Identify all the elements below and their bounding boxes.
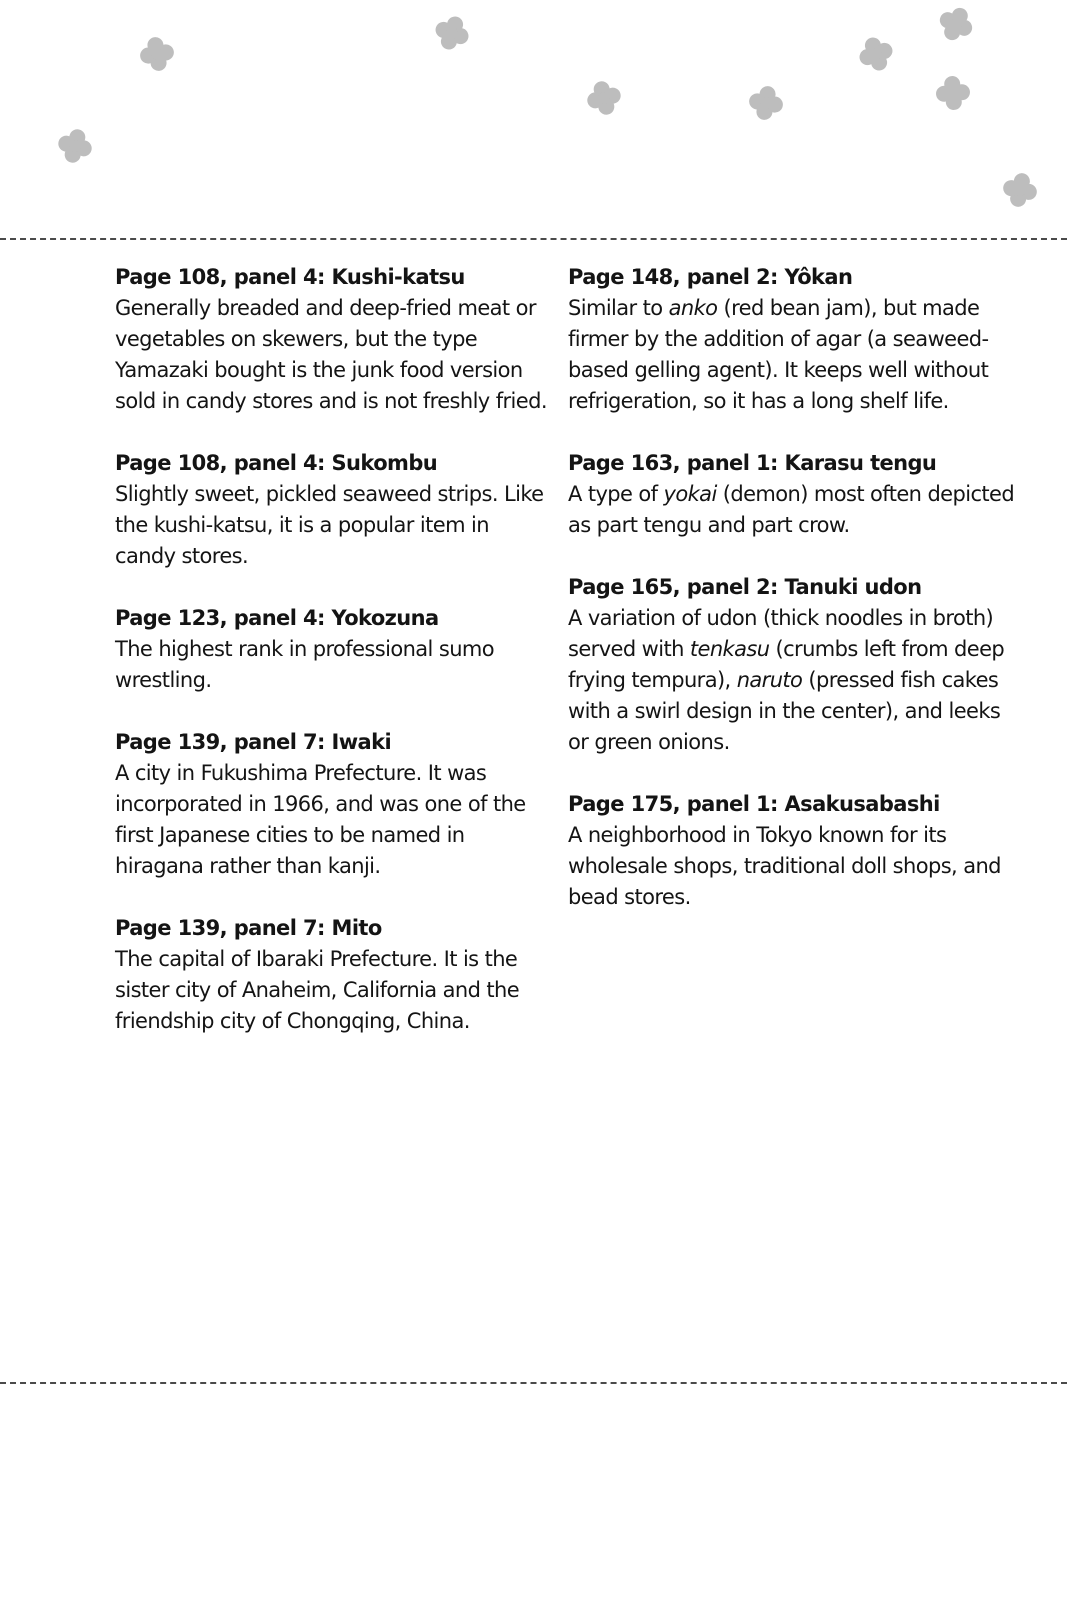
description-text: A variation of udon (thick noodles in broth) served with — [568, 606, 994, 661]
entry-title: Page 139, panel 7: Iwaki — [115, 730, 392, 754]
entry-description — [115, 479, 555, 572]
glossary-entry — [568, 448, 1018, 541]
clover-icon — [933, 1, 978, 46]
entry-title: Page 123, panel 4: Yokozuna — [115, 606, 439, 630]
glossary-entry — [115, 448, 555, 572]
top-divider — [0, 238, 1067, 240]
italic-term: yokai — [663, 482, 717, 506]
italic-term: tenkasu — [689, 637, 770, 661]
entry-description — [115, 758, 555, 882]
clover-icon — [430, 11, 474, 55]
glossary-entry — [115, 913, 555, 1037]
glossary-entry — [568, 262, 1018, 417]
description-text: The capital of Ibaraki Prefecture. It is the sister city of Anaheim, California and the friendship city of Chongqing, China. — [115, 947, 520, 1033]
clover-icon — [583, 77, 625, 119]
entry-description — [568, 293, 1018, 417]
description-text: Slightly sweet, pickled seaweed strips. Like the kushi-katsu, it is a popular item in candy stores. — [115, 482, 544, 568]
description-text: (red bean jam), but made firmer by the addition of agar (a seaweed-based gelling agent). It keeps well without refrigeration, so it has a long shelf life. — [568, 296, 989, 413]
entry-description — [115, 634, 555, 696]
clover-icon — [54, 125, 96, 167]
glossary-entry — [115, 727, 555, 882]
clover-decoration — [0, 0, 1067, 230]
description-text: (crumbs left from deep frying tempura), — [568, 637, 1005, 692]
bottom-divider — [0, 1382, 1067, 1384]
glossary-entry — [115, 262, 555, 417]
entry-description — [115, 293, 555, 417]
clover-icon — [1000, 170, 1040, 210]
description-text: (demon) most often depicted as part tengu and part crow. — [568, 482, 1015, 537]
entry-title: Page 148, panel 2: Yôkan — [568, 265, 853, 289]
entry-title: Page 163, panel 1: Karasu tengu — [568, 451, 937, 475]
description-text: Generally breaded and deep-fried meat or vegetables on skewers, but the type Yamazaki bought is the junk food version sold in candy stores and is not freshly fried. — [115, 296, 547, 413]
description-text: The highest rank in professional sumo wrestling. — [115, 637, 495, 692]
entry-title: Page 165, panel 2: Tanuki udon — [568, 575, 922, 599]
entry-description — [568, 820, 1018, 913]
glossary-entry — [115, 603, 555, 696]
description-text: A type of — [568, 482, 664, 506]
entry-title: Page 175, panel 1: Asakusabashi — [568, 792, 940, 816]
left-column — [115, 262, 555, 1068]
clover-icon — [137, 34, 176, 73]
entry-title: Page 139, panel 7: Mito — [115, 916, 382, 940]
description-text: A neighborhood in Tokyo known for its wholesale shops, traditional doll shops, and bead stores. — [568, 823, 1001, 909]
entry-title: Page 108, panel 4: Sukombu — [115, 451, 438, 475]
italic-term: anko — [668, 296, 718, 320]
glossary-entry — [568, 789, 1018, 913]
clover-icon — [746, 83, 785, 122]
entry-description — [115, 944, 555, 1037]
right-column — [568, 262, 1018, 944]
entry-description — [568, 603, 1018, 758]
entry-title: Page 108, panel 4: Kushi-katsu — [115, 265, 465, 289]
clover-icon — [935, 75, 972, 112]
description-text: (pressed fish cakes with a swirl design in the center), and leeks or green onions. — [568, 668, 1001, 754]
glossary-entry — [568, 572, 1018, 758]
entry-description — [568, 479, 1018, 541]
italic-term: naruto — [736, 668, 803, 692]
description-text: A city in Fukushima Prefecture. It was incorporated in 1966, and was one of the first Japanese cities to be named in hiragana rather than kanji. — [115, 761, 526, 878]
description-text: Similar to — [568, 296, 669, 320]
clover-icon — [854, 32, 898, 76]
